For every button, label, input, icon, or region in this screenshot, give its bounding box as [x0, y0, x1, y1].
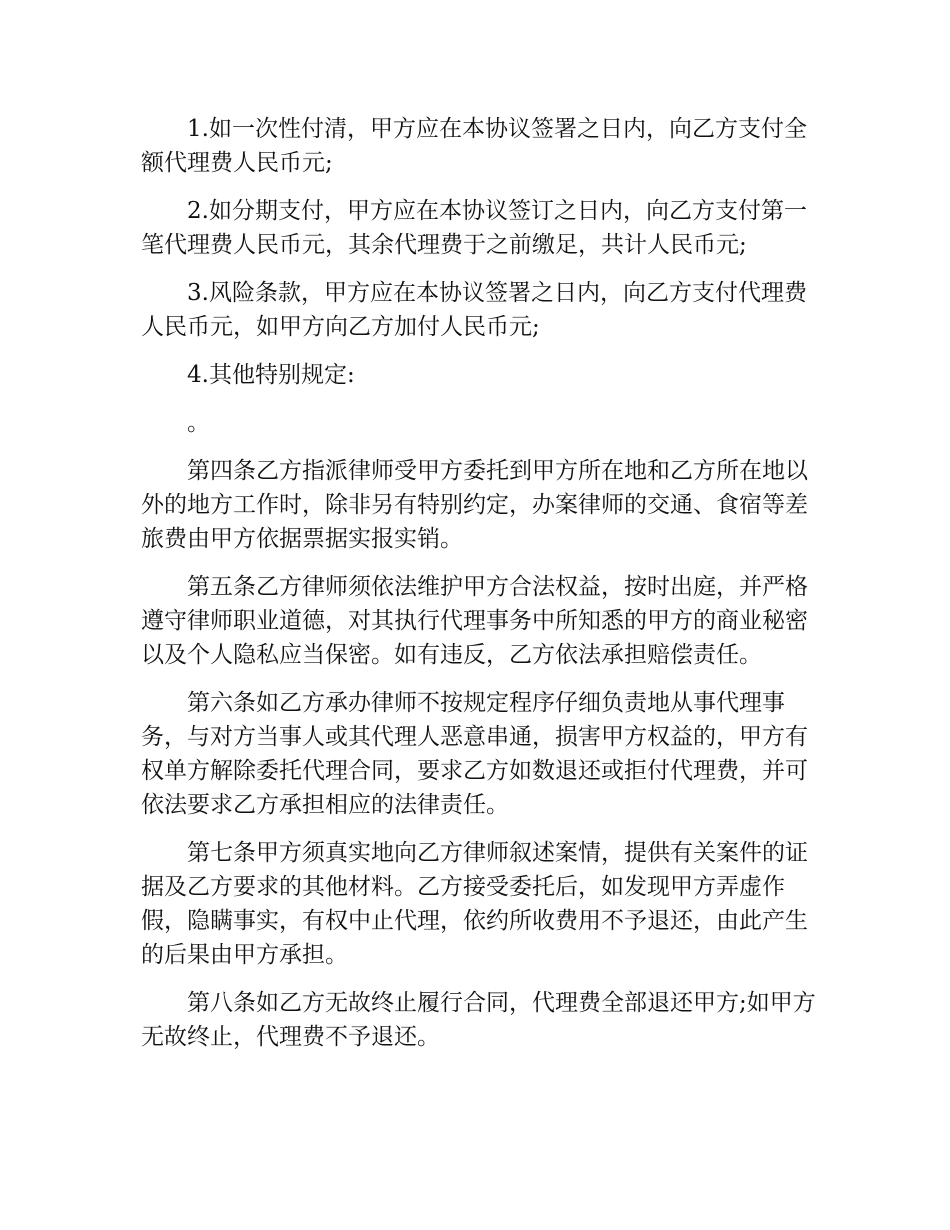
paragraph-special-provisions: 4.其他特别规定: — [187, 362, 355, 388]
paragraph-article-4: 第四条乙方指派律师受甲方委托到甲方所在地和乙方所在地以外的地方工作时，除非另有特别约定，办案律师的交通、食宿等差旅费由甲方依据票据实报实销。 — [141, 458, 808, 552]
paragraph-payment-installment: 2.如分期支付，甲方应在本协议签订之日内，向乙方支付第一笔代理费人民币元，其余代理费于之前缴足，共计人民币元; — [141, 198, 807, 258]
paragraph-blank-period: 。 — [187, 410, 210, 436]
paragraph-article-7: 第七条甲方须真实地向乙方律师叙述案情，提供有关案件的证据及乙方要求的其他材料。乙方接受委托后，如发现甲方弄虚作假，隐瞒事实，有权中止代理，依约所收费用不予退还，由此产生的后果由甲方承担。 — [141, 840, 808, 968]
paragraph-risk-clause: 3.风险条款，甲方应在本协议签署之日内，向乙方支付代理费人民币元，如甲方向乙方加付人民币元; — [141, 280, 807, 340]
paragraph-article-5: 第五条乙方律师须依法维护甲方合法权益，按时出庭，并严格遵守律师职业道德，对其执行代理事务中所知悉的甲方的商业秘密以及个人隐私应当保密。如有违反，乙方依法承担赔偿责任。 — [141, 574, 808, 668]
paragraph-payment-lump-sum: 1.如一次性付清，甲方应在本协议签署之日内，向乙方支付全额代理费人民币元; — [141, 116, 807, 176]
paragraph-article-6: 第六条如乙方承办律师不按规定程序仔细负责地从事代理事务，与对方当事人或其代理人恶意串通，损害甲方权益的，甲方有权单方解除委托代理合同，要求乙方如数退还或拒付代理费，并可依法要求乙方承担相应的法律责任。 — [141, 690, 808, 818]
paragraph-article-8: 第八条如乙方无故终止履行合同，代理费全部退还甲方;如甲方无故终止，代理费不予退还。 — [141, 990, 816, 1050]
document-body — [141, 112, 827, 1068]
